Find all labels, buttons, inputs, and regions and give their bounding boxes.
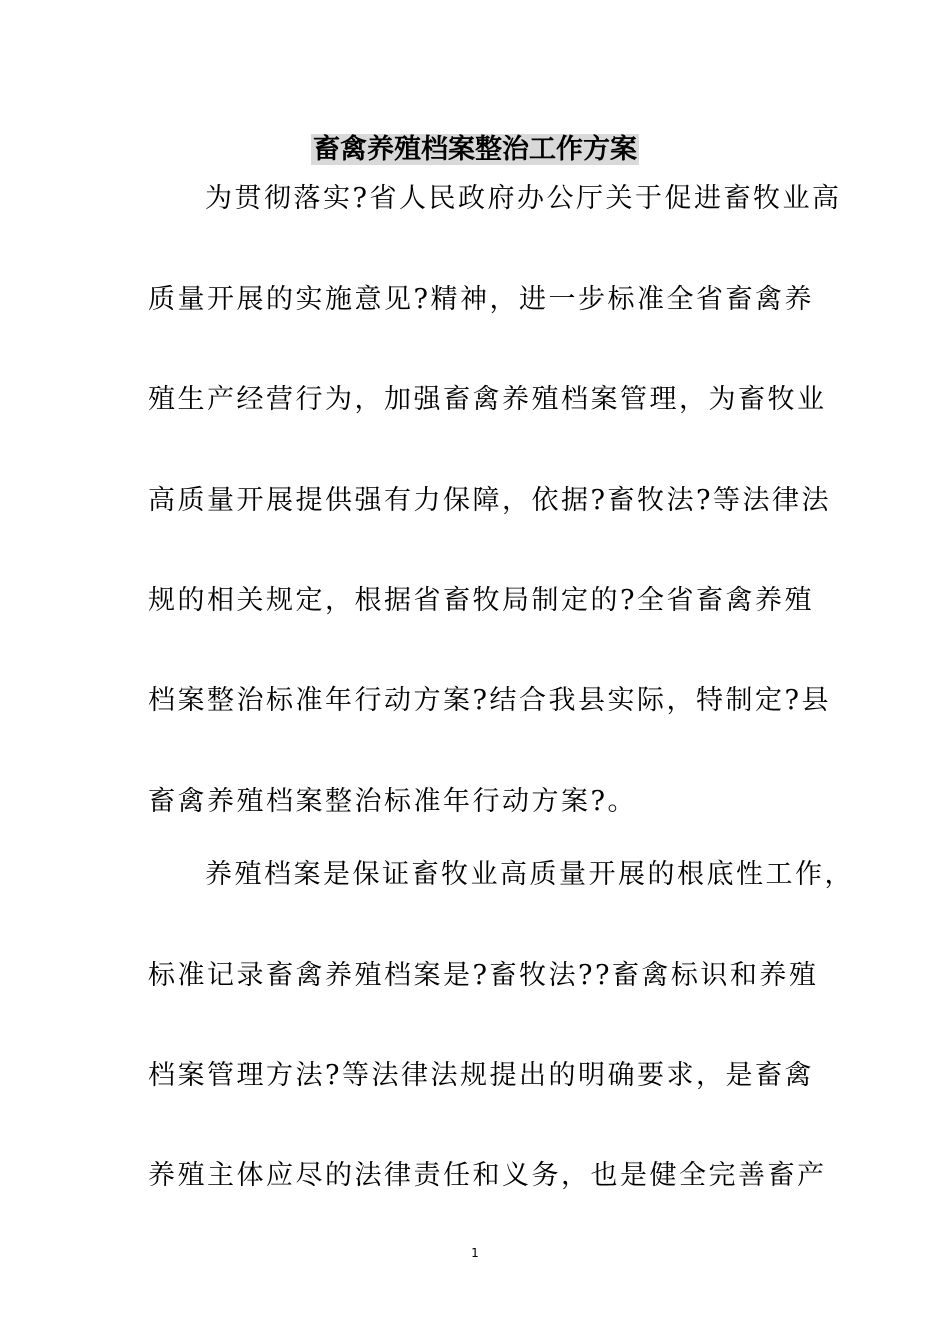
paragraph-1-line-4: 高质量开展提供强有力保障，依据?畜牧法?等法律法: [148, 485, 831, 516]
paragraph-1-line-3: 殖生产经营行为，加强畜禽养殖档案管理，为畜牧业: [148, 384, 827, 415]
paragraph-1-line-2: 质量开展的实施意见?精神，进一步标准全省畜禽养: [148, 284, 814, 315]
paragraph-1-line-5: 规的相关规定，根据省畜牧局制定的?全省畜禽养殖: [148, 585, 814, 616]
paragraph-2-line-3: 档案管理方法?等法律法规提出的明确要求，是畜禽: [148, 1060, 814, 1091]
document-title-text: 畜禽养殖档案整治工作方案: [313, 134, 637, 165]
document-title: [0, 130, 950, 170]
page-number: 1: [471, 1246, 479, 1260]
paragraph-1-line-7: 畜禽养殖档案整治标准年行动方案?。: [148, 786, 637, 817]
paragraph-2-line-1: 养殖档案是保证畜牧业高质量开展的根底性工作，: [205, 859, 854, 890]
paragraph-2-line-2: 标准记录畜禽养殖档案是?畜牧法??畜禽标识和养殖: [148, 960, 819, 991]
paragraph-1-line-6: 档案整治标准年行动方案?结合我县实际，特制定?县: [148, 685, 831, 716]
paragraph-1-line-1: 为贯彻落实?省人民政府办公厅关于促进畜牧业高: [205, 183, 842, 214]
paragraph-2-line-4: 养殖主体应尽的法律责任和义务，也是健全完善畜产: [148, 1160, 827, 1191]
